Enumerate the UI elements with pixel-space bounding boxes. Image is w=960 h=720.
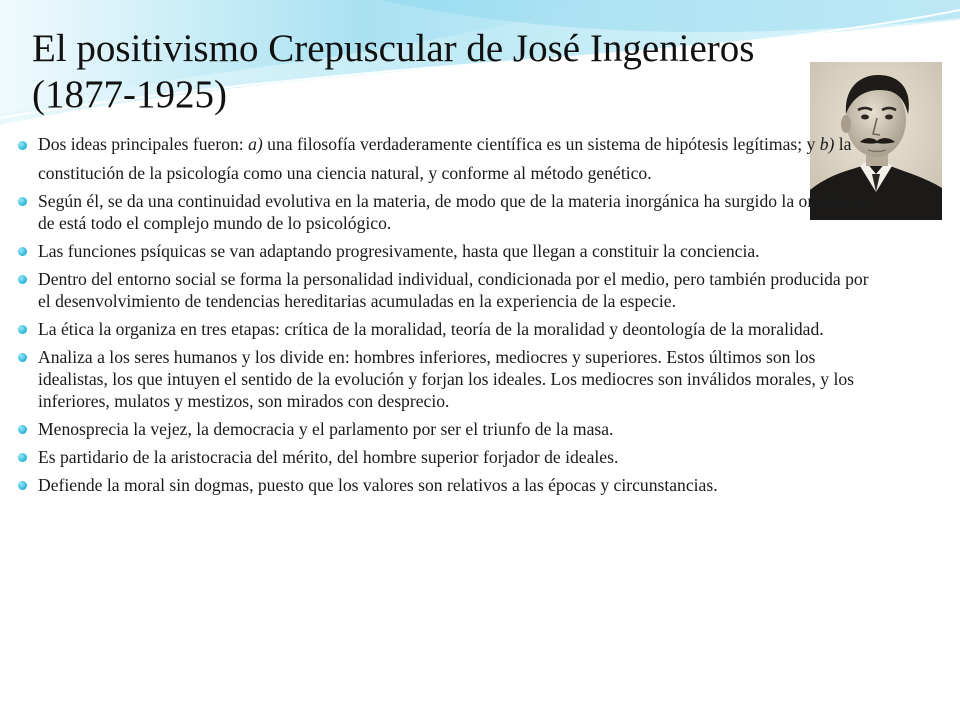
bullet-text-segment: una filosofía verdaderamente científica es un sistema de hipótesis legítimas; y [262, 134, 820, 154]
bullet-item [18, 446, 878, 468]
bullet-dot-icon [18, 197, 27, 206]
bullet-item [18, 190, 878, 234]
bullet-text-segment: Dentro del entorno social se forma la personalidad individual, condicionada por el medio, pero también producida por el desenvolvimiento de tendencias hereditarias acumuladas en la experiencia de la especie. [38, 269, 869, 311]
bullet-text [38, 268, 878, 312]
bullet-dot-icon [18, 141, 27, 150]
bullet-text-italic: b) [819, 134, 835, 154]
bullet-text-segment: Menosprecia la vejez, la democracia y el parlamento por ser el triunfo de la masa. [38, 419, 614, 439]
bullet-dot-icon [18, 453, 27, 462]
bullet-text-italic: a) [248, 134, 263, 154]
bullet-dot-icon [18, 481, 27, 490]
bullet-text [38, 318, 878, 340]
bullet-item [18, 130, 878, 188]
bullet-text [38, 190, 878, 234]
bullet-text-segment: la constitución de la psicología como una ciencia natural, y conforme al método genético. [38, 134, 852, 183]
bullet-text [38, 240, 878, 262]
slide-title: El positivismo Crepuscular de José Ingenieros (1877-1925) [32, 27, 755, 116]
bullet-text-segment: La ética la organiza en tres etapas: crítica de la moralidad, teoría de la moralidad y deontología de la moralidad. [38, 319, 824, 339]
bullet-text [38, 474, 878, 496]
bullet-text [38, 346, 878, 412]
bullet-text-segment: Según él, se da una continuidad evolutiva en la materia, de modo que de la materia inorgánica ha surgido la orgánica, y de está todo el complejo mundo de lo psicológico. [38, 191, 877, 233]
bullet-item [18, 346, 878, 412]
bullet-text-segment: Defiende la moral sin dogmas, puesto que los valores son relativos a las épocas y circunstancias. [38, 475, 718, 495]
bullet-dot-icon [18, 275, 27, 284]
bullet-dot-icon [18, 247, 27, 256]
bullet-text [38, 130, 878, 188]
bullet-text [38, 446, 878, 468]
bullet-text-segment: Es partidario de la aristocracia del mérito, del hombre superior forjador de ideales. [38, 447, 619, 467]
bullet-item [18, 474, 878, 496]
bullet-text [38, 418, 878, 440]
bullet-item [18, 240, 878, 262]
bullet-item [18, 318, 878, 340]
bullet-text-segment: Analiza a los seres humanos y los divide en: hombres inferiores, mediocres y superiores. Estos últimos son los idealistas, los que intuyen el sentido de la evolución y forjan los ideales. Los mediocres son inválidos morales, y los inferiores, mulatos y mestizos, son mirados con desprecio. [38, 347, 854, 411]
bullet-list [18, 130, 878, 502]
bullet-item [18, 268, 878, 312]
bullet-dot-icon [18, 353, 27, 362]
bullet-dot-icon [18, 425, 27, 434]
bullet-item [18, 418, 878, 440]
bullet-text-segment: Las funciones psíquicas se van adaptando progresivamente, hasta que llegan a constituir la conciencia. [38, 241, 760, 261]
bullet-dot-icon [18, 325, 27, 334]
bullet-text-segment: Dos ideas principales fueron: [38, 134, 249, 154]
